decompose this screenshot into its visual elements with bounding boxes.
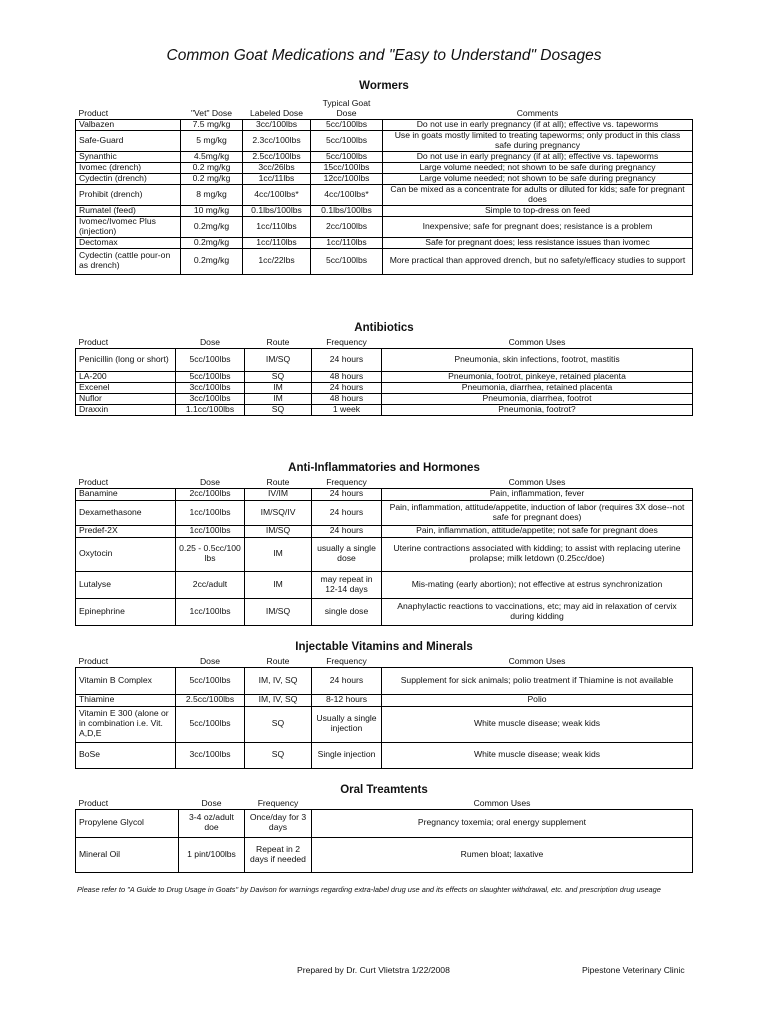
table-cell: 0.2mg/kg <box>181 216 243 237</box>
table-row <box>76 130 693 151</box>
table-row <box>76 393 693 404</box>
table-cell: SQ <box>245 706 312 742</box>
table-cell: Mis-mating (early abortion); not effective at estrus synchronization <box>382 571 693 598</box>
section-title-oral-treatments: Oral Treamtents <box>340 784 428 796</box>
table-row <box>76 237 693 248</box>
table-row <box>76 488 693 500</box>
table-row <box>76 173 693 184</box>
table-cell: SQ <box>245 742 312 768</box>
table-cell: 48 hours <box>312 371 382 382</box>
table-cell: 1cc/22lbs <box>243 248 311 274</box>
column-header: Route <box>245 655 312 667</box>
table-row <box>76 119 693 130</box>
table-row <box>76 404 693 415</box>
table-cell: 2.5cc/100lbs <box>243 151 311 162</box>
table-cell: Dectomax <box>76 237 181 248</box>
table-cell: 2.5cc/100lbs <box>176 694 245 706</box>
column-header: Route <box>245 336 312 348</box>
clinic-name: Pipestone Veterinary Clinic <box>582 965 685 975</box>
table-cell: single dose <box>312 598 382 625</box>
table-cell: White muscle disease; weak kids <box>382 706 693 742</box>
table-cell: 1cc/110lbs <box>243 216 311 237</box>
table-cell: Synanthic <box>76 151 181 162</box>
table-cell: Once/day for 3 days <box>245 809 312 837</box>
table-row <box>76 694 693 706</box>
table-cell: IM <box>245 382 312 393</box>
table-cell: Pneumonia, footrot, pinkeye, retained placenta <box>382 371 693 382</box>
table-cell: 4.5mg/kg <box>181 151 243 162</box>
table-cell: IM/SQ <box>245 348 312 371</box>
table-cell: Uterine contractions associated with kidding; to assist with replacing uterine prolapse; milk letdown (0.25cc/doe) <box>382 537 693 571</box>
table-cell: Rumen bloat; laxative <box>312 837 693 872</box>
table-cell: 8-12 hours <box>312 694 382 706</box>
table-cell: 5cc/100lbs <box>176 348 245 371</box>
table-cell: 0.2mg/kg <box>181 248 243 274</box>
column-header: "Vet" Dose <box>181 93 243 119</box>
column-header: Common Uses <box>382 336 693 348</box>
table-cell: Predef-2X <box>76 525 176 537</box>
table-cell: Nuflor <box>76 393 176 404</box>
table-cell: 24 hours <box>312 667 382 694</box>
table-cell: 48 hours <box>312 393 382 404</box>
table-cell: Large volume needed; not shown to be safe during pregnancy <box>383 173 693 184</box>
table-cell: 5cc/100lbs <box>176 371 245 382</box>
column-header: Product <box>76 93 181 119</box>
table-header-row <box>76 476 693 488</box>
section-title-wormers: Wormers <box>359 80 409 92</box>
table-cell: 12cc/100lbs <box>311 173 383 184</box>
table-row <box>76 667 693 694</box>
table-cell: 3cc/100lbs <box>176 742 245 768</box>
table-cell: 5cc/100lbs <box>311 248 383 274</box>
table-row <box>76 205 693 216</box>
table-cell: 4cc/100lbs* <box>311 184 383 205</box>
table-cell: White muscle disease; weak kids <box>382 742 693 768</box>
antibiotics-table <box>75 336 693 416</box>
table-row <box>76 706 693 742</box>
table-cell: IM, IV, SQ <box>245 694 312 706</box>
table-cell: Banamine <box>76 488 176 500</box>
table-row <box>76 151 693 162</box>
table-cell: Do not use in early pregnancy (if at all); effective vs. tapeworms <box>383 151 693 162</box>
table-cell: SQ <box>245 404 312 415</box>
table-cell: 1 week <box>312 404 382 415</box>
column-header: Dose <box>176 336 245 348</box>
table-cell: Vitamin E 300 (alone or in combination i.e. Vit. A,D,E <box>76 706 176 742</box>
table-header-row <box>76 655 693 667</box>
table-cell: 5cc/100lbs <box>176 706 245 742</box>
table-cell: 0.2mg/kg <box>181 237 243 248</box>
table-cell: 5cc/100lbs <box>311 119 383 130</box>
table-cell: Cydectin (drench) <box>76 173 181 184</box>
table-row <box>76 184 693 205</box>
prepared-by: Prepared by Dr. Curt Vlietstra 1/22/2008 <box>297 965 450 975</box>
column-header: Dose <box>176 655 245 667</box>
table-cell: IM/SQ <box>245 525 312 537</box>
table-cell: Use in goats mostly limited to treating tapeworms; only product in this class safe during pregnancy <box>383 130 693 151</box>
table-cell: Usually a single injection <box>312 706 382 742</box>
column-header: Frequency <box>312 655 382 667</box>
table-cell: Draxxin <box>76 404 176 415</box>
section-title-antibiotics: Antibiotics <box>354 322 414 334</box>
column-header: Product <box>76 655 176 667</box>
table-cell: Propylene Glycol <box>76 809 179 837</box>
vitamins-minerals-table <box>75 655 693 769</box>
table-cell: Valbazen <box>76 119 181 130</box>
table-cell: Single injection <box>312 742 382 768</box>
table-cell: 1cc/110lbs <box>311 237 383 248</box>
wormers-table <box>75 93 693 275</box>
table-cell: 3cc/100lbs <box>176 382 245 393</box>
oral-treatments-table <box>75 797 693 873</box>
table-row <box>76 537 693 571</box>
column-header: Product <box>76 797 179 809</box>
table-row <box>76 837 693 872</box>
table-cell: 24 hours <box>312 525 382 537</box>
table-cell: 2cc/adult <box>176 571 245 598</box>
page-title: Common Goat Medications and "Easy to Understand" Dosages <box>166 47 602 64</box>
column-header: Typical Goat Dose <box>311 93 383 119</box>
section-title-vitamins-minerals: Injectable Vitamins and Minerals <box>295 641 473 653</box>
table-cell: IV/IM <box>245 488 312 500</box>
table-cell: Ivomec/Ivomec Plus (injection) <box>76 216 181 237</box>
table-row <box>76 742 693 768</box>
table-cell: Safe-Guard <box>76 130 181 151</box>
table-cell: IM <box>245 571 312 598</box>
table-header-row <box>76 797 693 809</box>
table-row <box>76 248 693 274</box>
table-cell: Thiamine <box>76 694 176 706</box>
anti-inflammatories-table <box>75 476 693 626</box>
table-cell: 1 pint/100lbs <box>179 837 245 872</box>
table-cell: Penicillin (long or short) <box>76 348 176 371</box>
column-header: Comments <box>383 93 693 119</box>
table-row <box>76 525 693 537</box>
table-row <box>76 598 693 625</box>
table-cell: 1cc/100lbs <box>176 525 245 537</box>
table-cell: Rumatel (feed) <box>76 205 181 216</box>
table-cell: Vitamin B Complex <box>76 667 176 694</box>
table-cell: 7.5 mg/kg <box>181 119 243 130</box>
column-header: Product <box>76 476 176 488</box>
table-cell: 1.1cc/100lbs <box>176 404 245 415</box>
table-cell: BoSe <box>76 742 176 768</box>
table-cell: 3cc/100lbs <box>243 119 311 130</box>
table-cell: Pneumonia, skin infections, footrot, mastitis <box>382 348 693 371</box>
table-cell: 1cc/110lbs <box>243 237 311 248</box>
table-cell: 2.3cc/100lbs <box>243 130 311 151</box>
table-cell: 15cc/100lbs <box>311 162 383 173</box>
table-cell: Cydectin (cattle pour-on as drench) <box>76 248 181 274</box>
column-header: Dose <box>176 476 245 488</box>
table-cell: 1cc/100lbs <box>176 500 245 525</box>
table-cell: Pneumonia, diarrhea, footrot <box>382 393 693 404</box>
table-cell: Pneumonia, footrot? <box>382 404 693 415</box>
table-row <box>76 809 693 837</box>
column-header: Route <box>245 476 312 488</box>
table-cell: 0.2 mg/kg <box>181 162 243 173</box>
table-row <box>76 216 693 237</box>
table-cell: Epinephrine <box>76 598 176 625</box>
table-cell: Pain, inflammation, attitude/appetite; not safe for pregnant does <box>382 525 693 537</box>
table-header-row <box>76 336 693 348</box>
table-cell: 24 hours <box>312 382 382 393</box>
table-cell: SQ <box>245 371 312 382</box>
table-cell: IM, IV, SQ <box>245 667 312 694</box>
table-cell: may repeat in 12-14 days <box>312 571 382 598</box>
table-cell: 1cc/11lbs <box>243 173 311 184</box>
table-cell: Safe for pregnant does; less resistance issues than ivomec <box>383 237 693 248</box>
table-cell: Inexpensive; safe for pregnant does; resistance is a problem <box>383 216 693 237</box>
table-cell: 4cc/100lbs* <box>243 184 311 205</box>
table-cell: Pregnancy toxemia; oral energy supplement <box>312 809 693 837</box>
reference-note: Please refer to "A Guide to Drug Usage in Goats" by Davison for warnings regarding extra-label drug use and its effects on slaughter withdrawal, etc. and prescription drug useage <box>77 885 661 894</box>
table-cell: 1cc/100lbs <box>176 598 245 625</box>
table-cell: 24 hours <box>312 488 382 500</box>
table-cell: Repeat in 2 days if needed <box>245 837 312 872</box>
column-header: Common Uses <box>382 655 693 667</box>
table-cell: Ivomec (drench) <box>76 162 181 173</box>
table-row <box>76 162 693 173</box>
table-row <box>76 500 693 525</box>
column-header: Common Uses <box>312 797 693 809</box>
table-cell: Anaphylactic reactions to vaccinations, etc; may aid in relaxation of cervix during kidding <box>382 598 693 625</box>
table-cell: 0.1lbs/100lbs <box>243 205 311 216</box>
table-cell: Pain, inflammation, fever <box>382 488 693 500</box>
table-cell: 24 hours <box>312 500 382 525</box>
table-cell: Excenel <box>76 382 176 393</box>
table-cell: Can be mixed as a concentrate for adults or diluted for kids; safe for pregnant does <box>383 184 693 205</box>
column-header: Frequency <box>245 797 312 809</box>
table-cell: 2cc/100lbs <box>176 488 245 500</box>
column-header: Common Uses <box>382 476 693 488</box>
table-cell: Mineral Oil <box>76 837 179 872</box>
table-row <box>76 371 693 382</box>
table-cell: 10 mg/kg <box>181 205 243 216</box>
table-cell: Oxytocin <box>76 537 176 571</box>
table-cell: More practical than approved drench, but no safety/efficacy studies to support <box>383 248 693 274</box>
table-row <box>76 348 693 371</box>
table-cell: 0.2 mg/kg <box>181 173 243 184</box>
table-cell: Large volume needed; not shown to be safe during pregnancy <box>383 162 693 173</box>
table-cell: 5cc/100lbs <box>311 130 383 151</box>
table-cell: Polio <box>382 694 693 706</box>
table-cell: IM <box>245 537 312 571</box>
section-title-anti-inflammatories: Anti-Inflammatories and Hormones <box>288 462 480 474</box>
table-cell: 3cc/100lbs <box>176 393 245 404</box>
table-cell: 5cc/100lbs <box>176 667 245 694</box>
table-cell: 24 hours <box>312 348 382 371</box>
table-cell: 5 mg/kg <box>181 130 243 151</box>
table-row <box>76 382 693 393</box>
table-cell: Pneumonia, diarrhea, retained placenta <box>382 382 693 393</box>
table-header-row <box>76 93 693 119</box>
table-cell: Supplement for sick animals; polio treatment if Thiamine is not available <box>382 667 693 694</box>
table-cell: 2cc/100lbs <box>311 216 383 237</box>
table-cell: 5cc/100lbs <box>311 151 383 162</box>
table-cell: usually a single dose <box>312 537 382 571</box>
column-header: Dose <box>179 797 245 809</box>
table-cell: LA-200 <box>76 371 176 382</box>
table-row <box>76 571 693 598</box>
table-cell: Pain, inflammation, attitude/appetite, induction of labor (requires 3X dose--not safe for pregnant does) <box>382 500 693 525</box>
column-header: Product <box>76 336 176 348</box>
table-cell: IM <box>245 393 312 404</box>
table-cell: IM/SQ/IV <box>245 500 312 525</box>
table-cell: Dexamethasone <box>76 500 176 525</box>
table-cell: 3cc/26lbs <box>243 162 311 173</box>
table-cell: 0.25 - 0.5cc/100 lbs <box>176 537 245 571</box>
table-cell: Prohibit (drench) <box>76 184 181 205</box>
table-cell: Lutalyse <box>76 571 176 598</box>
table-cell: IM/SQ <box>245 598 312 625</box>
column-header: Frequency <box>312 476 382 488</box>
table-cell: 0.1lbs/100lbs <box>311 205 383 216</box>
table-cell: Do not use in early pregnancy (if at all); effective vs. tapeworms <box>383 119 693 130</box>
table-cell: Simple to top-dress on feed <box>383 205 693 216</box>
table-cell: 8 mg/kg <box>181 184 243 205</box>
column-header: Labeled Dose <box>243 93 311 119</box>
table-cell: 3-4 oz/adult doe <box>179 809 245 837</box>
column-header: Frequency <box>312 336 382 348</box>
